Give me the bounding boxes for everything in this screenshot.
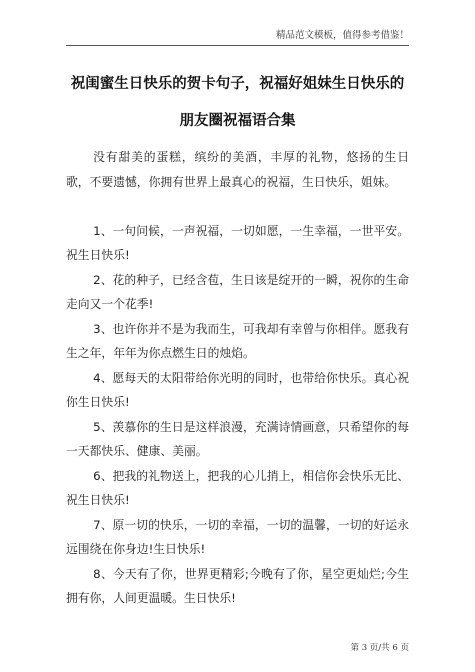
wish-item-2: 2、花的种子，已经含苞，生日该是绽开的一瞬，祝你的生命走向又一个花季! — [66, 272, 409, 311]
wish-item-5: 5、羡慕你的生日是这样浪漫，充满诗情画意，只希望你的每一天都快乐、健康、美丽。 — [66, 419, 409, 458]
page-number: 第 3 页/共 6 页 — [350, 643, 409, 653]
wish-item-4: 4、愿每天的太阳带给你光明的同时，也带给你快乐。真心祝你生日快乐! — [66, 370, 409, 409]
wish-item-1: 1、一句问候，一声祝福，一切如愿，一生幸福，一世平安。祝生日快乐! — [66, 223, 409, 262]
header-note: 精品范文模板，值得参考借鉴！ — [275, 30, 409, 41]
intro-paragraph: 没有甜美的蛋糕，缤纷的美酒，丰厚的礼物，悠扬的生日歌，不要遗憾，你拥有世界上最真心的祝福，生日快乐，姐妹。 — [66, 150, 409, 189]
wish-item-3: 3、也许你并不是为我而生，可我却有幸曾与你相伴。愿我有生之年，年年为你点燃生日的烛焰。 — [66, 321, 409, 360]
wish-item-7: 7、原一切的快乐，一切的幸福，一切的温馨，一切的好运永远围绕在你身边!生日快乐! — [66, 517, 409, 556]
wish-item-8: 8、今天有了你，世界更精彩;今晚有了你，星空更灿烂;今生拥有你，人间更温暖。生日快乐! — [66, 566, 409, 605]
document-body — [66, 145, 409, 611]
wish-item-6: 6、把我的礼物送上，把我的心儿捎上，相信你会快乐无比、祝生日快乐! — [66, 468, 409, 507]
page-title: 祝闺蜜生日快乐的贺卡句子，祝福好姐妹生日快乐的朋友圈祝福语合集 — [70, 76, 405, 129]
header-divider — [66, 45, 409, 46]
